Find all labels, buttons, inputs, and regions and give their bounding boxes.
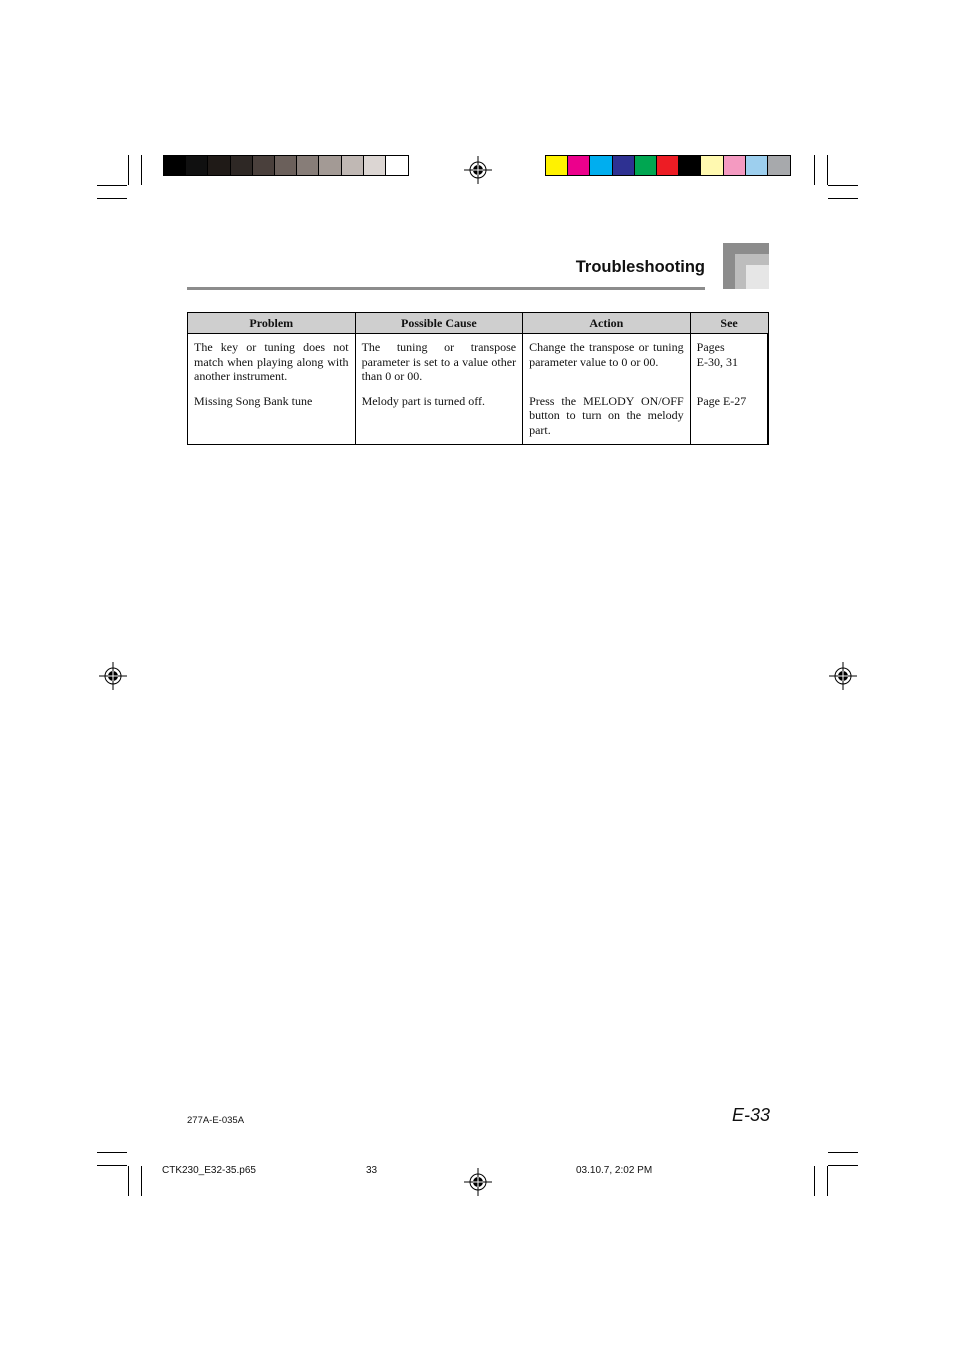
- section-title: Troubleshooting: [575, 258, 705, 276]
- table-row: [188, 334, 769, 390]
- color-swatch: [679, 156, 701, 175]
- document-code: 277A-E-035A: [187, 1115, 245, 1126]
- crop-mark: [128, 1166, 129, 1196]
- crop-mark: [828, 1152, 858, 1153]
- gray-swatch: [186, 156, 208, 175]
- page-number: E-33: [731, 1105, 770, 1125]
- color-swatch: [746, 156, 768, 175]
- registration-mark-icon: [464, 1168, 492, 1196]
- see-reference: E-30, 31: [696, 354, 738, 369]
- crop-mark: [828, 185, 858, 186]
- see-reference: Page E-27: [696, 393, 747, 408]
- section-tab-graphic: [746, 265, 769, 289]
- column-header-problem: Problem: [188, 313, 356, 334]
- gray-swatch: [297, 156, 319, 175]
- crop-mark: [141, 155, 142, 185]
- color-swatch: [613, 156, 635, 175]
- color-swatch: [768, 156, 790, 175]
- gray-swatch: [253, 156, 275, 175]
- footer-timestamp: 03.10.7, 2:02 PM: [576, 1165, 653, 1176]
- gray-swatch: [164, 156, 186, 175]
- footer-filename: CTK230_E32-35.p65: [162, 1165, 256, 1176]
- see-reference: Pages: [696, 340, 725, 354]
- gray-swatch: [319, 156, 341, 175]
- color-swatch: [590, 156, 612, 175]
- crop-mark: [128, 155, 129, 185]
- registration-mark-icon: [464, 156, 492, 184]
- column-header-action: Action: [523, 313, 691, 334]
- heading-rule: [187, 287, 705, 290]
- action-cell: Press the MELODY ON/OFF button to turn on the melody part.: [523, 390, 691, 444]
- gray-scale-bar: [163, 155, 409, 176]
- color-swatch: [724, 156, 746, 175]
- see-cell: [690, 390, 768, 444]
- gray-swatch: [364, 156, 386, 175]
- problem-cell: The key or tuning does not match when playing along with another instrument.: [188, 334, 356, 390]
- crop-mark: [827, 1166, 828, 1196]
- gray-swatch: [342, 156, 364, 175]
- color-bar: [545, 155, 791, 176]
- crop-mark: [97, 1165, 127, 1166]
- crop-mark: [97, 185, 127, 186]
- gray-swatch: [386, 156, 408, 175]
- cause-cell: The tuning or transpose parameter is set to a value other than 0 or 00.: [355, 334, 523, 390]
- color-swatch: [657, 156, 679, 175]
- table-header-row: [188, 313, 769, 334]
- registration-mark-icon: [829, 662, 857, 690]
- crop-mark: [97, 198, 127, 199]
- column-header-cause: Possible Cause: [355, 313, 523, 334]
- see-cell: [690, 334, 768, 390]
- gray-swatch: [231, 156, 253, 175]
- color-swatch: [701, 156, 723, 175]
- crop-mark: [814, 1166, 815, 1196]
- action-cell: Change the transpose or tuning parameter value to 0 or 00.: [523, 334, 691, 390]
- color-swatch: [546, 156, 568, 175]
- color-swatch: [568, 156, 590, 175]
- crop-mark: [141, 1166, 142, 1196]
- color-swatch: [635, 156, 657, 175]
- crop-mark: [828, 198, 858, 199]
- crop-mark: [828, 1165, 858, 1166]
- table-row: [188, 390, 769, 444]
- cause-cell: Melody part is turned off.: [355, 390, 523, 444]
- column-header-see: See: [690, 313, 768, 334]
- crop-mark: [97, 1152, 127, 1153]
- troubleshooting-table: [187, 312, 769, 445]
- crop-mark: [814, 155, 815, 185]
- crop-mark: [827, 155, 828, 185]
- gray-swatch: [208, 156, 230, 175]
- registration-mark-icon: [99, 662, 127, 690]
- footer-page: 33: [366, 1165, 378, 1176]
- gray-swatch: [275, 156, 297, 175]
- problem-cell: Missing Song Bank tune: [188, 390, 356, 444]
